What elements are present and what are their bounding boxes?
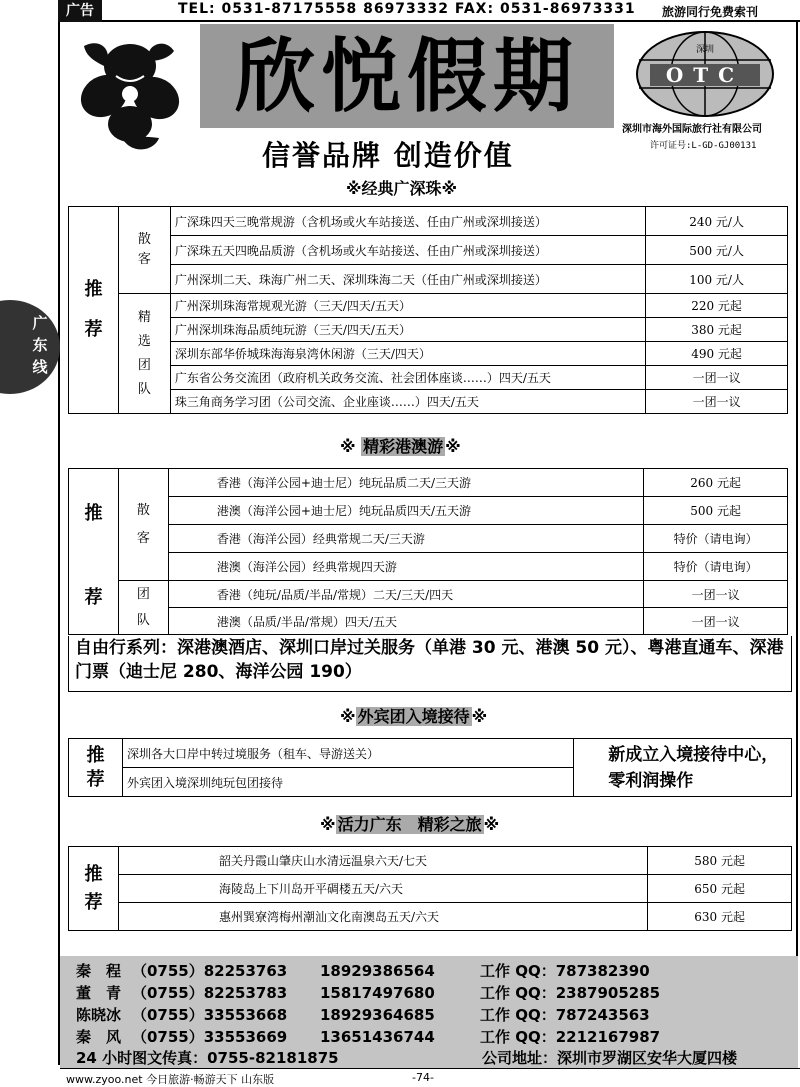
table-row: 港澳（海洋公园）经典常规四天游 xyxy=(168,553,643,581)
logo-text: OTC xyxy=(665,63,745,87)
magazine-tag: 旅游同行免费索刊 xyxy=(662,5,759,19)
ad-tag: 广告 xyxy=(58,0,102,22)
contact-row: 秦 风 （0755）33553669 13651436744 工作 QQ：2212167987 xyxy=(76,1028,661,1046)
recommend-label: 推荐 xyxy=(69,847,119,931)
recommend-label: 推荐 xyxy=(69,207,119,414)
free-travel-series: 自由行系列：深港澳酒店、深圳口岸过关服务（单港 30 元、港澳 50 元）、粤港直通车、深港门票（迪士尼 280、海洋公园 190） xyxy=(68,636,792,692)
company-name: 深圳市海外国际旅行社有限公司 xyxy=(622,124,762,135)
license-no: 许可证号:L-GD-GJ00131 xyxy=(650,141,757,151)
company-address: 公司地址：深圳市罗湖区安华大厦四楼 xyxy=(482,1049,738,1067)
table-row: 港澳（海洋公园+迪士尼）纯玩品质四天/五天游 xyxy=(168,497,643,525)
flower-logo-icon xyxy=(64,26,196,156)
price-cell: 一团一议 xyxy=(644,608,788,635)
recommend-label: 推荐 xyxy=(69,739,123,797)
table-row: 外宾团入境深圳纯玩包团接待 xyxy=(122,768,573,797)
group-label-a: 散客 xyxy=(118,469,168,581)
table-row: 香港（纯玩/品质/半品/常规）二天/三天/四天 xyxy=(168,581,643,608)
side-tab-label: 广东线 xyxy=(32,314,48,376)
table-row: 广深珠四天三晚常规游（含机场或火车站接送、任由广州或深圳接送） xyxy=(170,207,645,236)
recommend-label: 推 荐 xyxy=(69,469,119,635)
price-cell: 650 元起 xyxy=(648,875,792,903)
price-cell: 500 元起 xyxy=(644,497,788,525)
price-cell: 260 元起 xyxy=(644,469,788,497)
group-label-a: 散客 xyxy=(118,207,170,294)
price-cell: 630 元起 xyxy=(648,903,792,931)
table-inbound xyxy=(68,738,792,797)
table-row: 海陵岛上下川岛开平碉楼五天/六天 xyxy=(118,875,647,903)
group-label-b: 精选团队 xyxy=(118,294,170,414)
table-row: 广东省公务交流团（政府机关政务交流、社会团体座谈……）四天/五天 xyxy=(170,366,645,390)
table-guangdong xyxy=(68,846,792,931)
group-label-b: 团队 xyxy=(118,581,168,635)
slogan: 信誉品牌 创造价值 xyxy=(262,139,514,172)
fax-24h: 24 小时图文传真：0755-82181875 xyxy=(76,1049,339,1067)
price-cell: 一团一议 xyxy=(646,366,788,390)
table-row: 深圳东部华侨城珠海海泉湾休闲游（三天/四天） xyxy=(170,342,645,366)
otc-logo-icon xyxy=(630,28,780,120)
section-title-hkmo: ※ 精彩港澳游 ※ xyxy=(340,437,461,456)
table-row: 香港（海洋公园）经典常规二天/三天游 xyxy=(168,525,643,553)
price-cell: 500 元/人 xyxy=(646,236,788,265)
table-row: 香港（海洋公园+迪士尼）纯玩品质二天/三天游 xyxy=(168,469,643,497)
price-cell: 240 元/人 xyxy=(646,207,788,236)
price-cell: 特价（请电询） xyxy=(644,553,788,581)
table-row: 惠州巽寮湾梅州潮汕文化南澳岛五天/六天 xyxy=(118,903,647,931)
price-cell: 580 元起 xyxy=(648,847,792,875)
table-row: 珠三角商务学习团（公司交流、企业座谈……）四天/五天 xyxy=(170,390,645,414)
price-cell: 380 元起 xyxy=(646,318,788,342)
section-title-classic: ※经典广深珠※ xyxy=(346,179,458,198)
tel-fax: TEL: 0531-87175558 86973332 FAX: 0531-86973331 xyxy=(178,1,636,17)
table-row: 韶关丹霞山肇庆山水清远温泉六天/七天 xyxy=(118,847,647,875)
inbound-note: 新成立入境接待中心，零利润操作 xyxy=(574,739,792,797)
logo-top: 深圳 xyxy=(695,45,715,55)
contact-row: 秦 程 （0755）82253763 18929386564 工作 QQ：787382390 xyxy=(76,962,650,980)
price-cell: 100 元/人 xyxy=(646,265,788,294)
table-row: 广州深圳珠海常规观光游（三天/四天/五天） xyxy=(170,294,645,318)
table-hkmo xyxy=(68,468,788,635)
footer xyxy=(60,1068,800,1087)
contact-panel xyxy=(60,956,798,1068)
brand-title: 欣悦假期 xyxy=(200,24,614,128)
table-classic xyxy=(68,206,788,414)
table-row: 深圳各大口岸中转过境服务（租车、导游送关） xyxy=(122,739,573,768)
page-number: -74- xyxy=(412,1071,434,1084)
table-row: 广深珠五天四晚品质游（含机场或火车站接送、任由广州或深圳接送） xyxy=(170,236,645,265)
table-row: 港澳（品质/半品/常规）四天/五天 xyxy=(168,608,643,635)
price-cell: 特价（请电询） xyxy=(644,525,788,553)
section-title-inbound: ※ 外宾团入境接待 ※ xyxy=(340,707,488,726)
table-row: 广州深圳珠海品质纯玩游（三天/四天/五天） xyxy=(170,318,645,342)
price-cell: 220 元起 xyxy=(646,294,788,318)
contact-row: 陈晓冰 （0755）33553668 18929364685 工作 QQ：787243563 xyxy=(76,1006,650,1024)
footer-site: www.zyoo.net 今日旅游·畅游天下 山东版 xyxy=(66,1073,275,1086)
price-cell: 一团一议 xyxy=(646,390,788,414)
price-cell: 490 元起 xyxy=(646,342,788,366)
side-tab xyxy=(0,300,60,394)
contact-row: 董 青 （0755）82253783 15817497680 工作 QQ：2387905285 xyxy=(76,984,661,1002)
table-row: 广州深圳二天、珠海广州二天、深圳珠海二天（任由广州或深圳接送） xyxy=(170,265,645,294)
section-title-guangdong: ※ 活力广东 精彩之旅 ※ xyxy=(320,815,500,834)
price-cell: 一团一议 xyxy=(644,581,788,608)
